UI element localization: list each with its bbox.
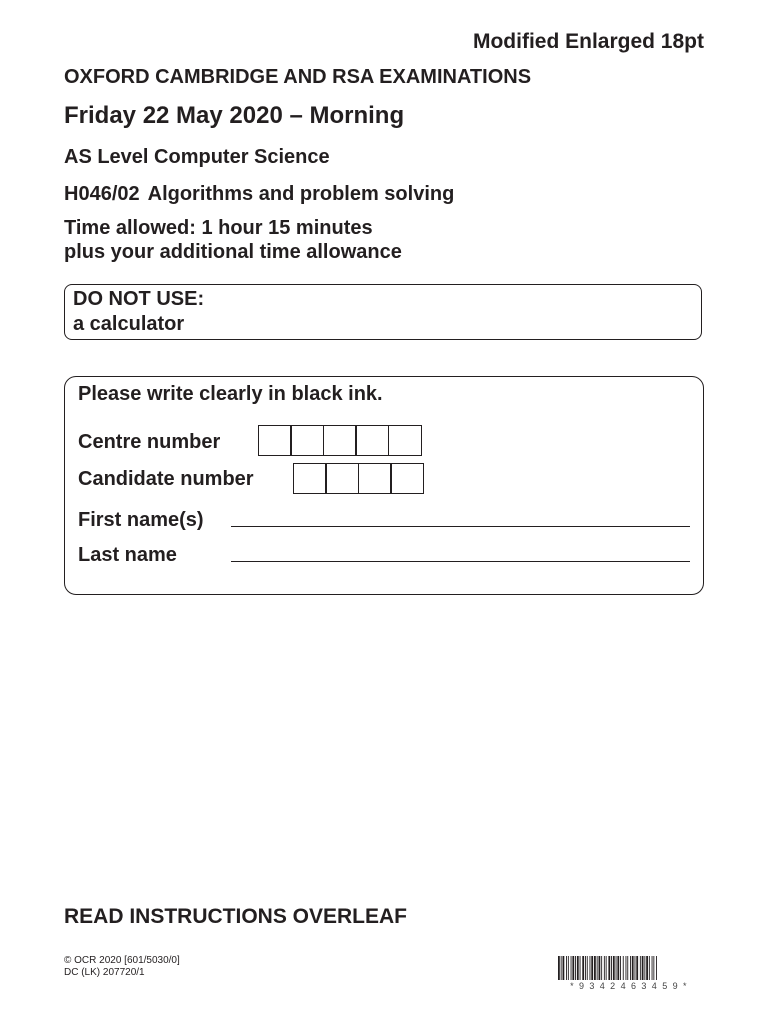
barcode-number: *9342463459* <box>570 981 692 991</box>
additional-time: plus your additional time allowance <box>64 241 402 263</box>
last-name-label: Last name <box>78 544 177 566</box>
dc-code: DC (LK) 207720/1 <box>64 967 145 978</box>
centre-number-label: Centre number <box>78 431 221 453</box>
candidate-details-box <box>64 376 704 595</box>
candidate-number-field[interactable] <box>294 463 424 494</box>
paper-heading <box>64 183 454 206</box>
barcode-icon <box>558 956 704 984</box>
candidate-number-label: Candidate number <box>78 468 254 490</box>
write-instruction: Please write clearly in black ink. <box>78 383 383 405</box>
first-name-label: First name(s) <box>78 509 204 531</box>
copyright-notice: © OCR 2020 [601/5030/0] <box>64 955 180 966</box>
last-name-field[interactable] <box>231 561 690 562</box>
digit-box[interactable] <box>325 463 359 494</box>
digit-box[interactable] <box>293 463 327 494</box>
do-not-use-item: a calculator <box>73 313 185 335</box>
read-instructions-overleaf: READ INSTRUCTIONS OVERLEAF <box>64 905 408 928</box>
digit-box[interactable] <box>323 425 357 456</box>
digit-box[interactable] <box>290 425 324 456</box>
digit-box[interactable] <box>355 425 389 456</box>
subject-title: AS Level Computer Science <box>64 146 330 168</box>
time-allowed: Time allowed: 1 hour 15 minutes <box>64 217 373 239</box>
exam-date: Friday 22 May 2020 – Morning <box>64 102 405 129</box>
digit-box[interactable] <box>258 425 292 456</box>
exam-board: OXFORD CAMBRIDGE AND RSA EXAMINATIONS <box>64 66 532 88</box>
do-not-use-box <box>64 284 702 340</box>
paper-code: H046/02 <box>64 183 140 205</box>
digit-box[interactable] <box>388 425 422 456</box>
modified-enlarged-label: Modified Enlarged 18pt <box>472 30 704 53</box>
digit-box[interactable] <box>390 463 424 494</box>
do-not-use-heading: DO NOT USE: <box>73 288 205 310</box>
first-name-field[interactable] <box>231 526 690 527</box>
centre-number-field[interactable] <box>259 425 422 456</box>
digit-box[interactable] <box>358 463 392 494</box>
paper-title: Algorithms and problem solving <box>147 183 455 205</box>
